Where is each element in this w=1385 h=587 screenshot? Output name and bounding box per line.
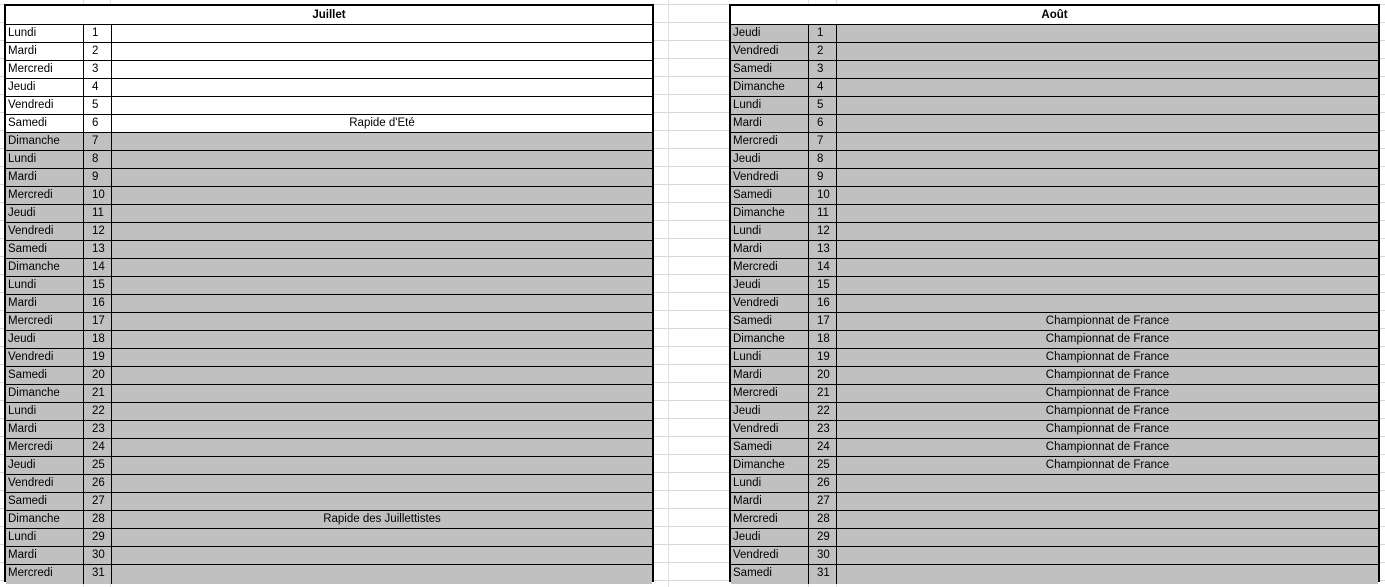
- day-row: [6, 97, 652, 115]
- day-number-cell[interactable]: 17: [809, 313, 837, 330]
- event-cell[interactable]: [837, 241, 1378, 258]
- day-row: [731, 223, 1378, 241]
- day-name-cell[interactable]: Jeudi: [6, 331, 84, 348]
- day-number-cell[interactable]: 27: [809, 493, 837, 510]
- event-cell[interactable]: [112, 403, 652, 420]
- day-name-cell[interactable]: Samedi: [731, 61, 809, 78]
- day-number-cell[interactable]: 10: [84, 187, 112, 204]
- event-cell[interactable]: [837, 277, 1378, 294]
- event-cell[interactable]: [837, 187, 1378, 204]
- day-row: [731, 187, 1378, 205]
- day-row: [6, 331, 652, 349]
- day-row: [6, 457, 652, 475]
- day-row: [6, 313, 652, 331]
- event-cell[interactable]: Championnat de France: [1045, 441, 1170, 453]
- day-row: [6, 547, 652, 565]
- event-cell[interactable]: [112, 385, 652, 402]
- day-name-cell[interactable]: Vendredi: [6, 223, 84, 240]
- day-name-cell[interactable]: Lundi: [6, 529, 84, 546]
- day-row: [731, 259, 1378, 277]
- day-row: [731, 241, 1378, 259]
- day-name-cell[interactable]: Lundi: [6, 25, 84, 42]
- day-row: [6, 565, 652, 584]
- day-number-cell[interactable]: 14: [84, 259, 112, 276]
- day-name-cell[interactable]: Samedi: [6, 367, 84, 384]
- day-row: [731, 421, 1378, 439]
- day-number-cell[interactable]: 20: [809, 367, 837, 384]
- event-cell[interactable]: [112, 151, 652, 168]
- day-name-cell[interactable]: Samedi: [6, 241, 84, 258]
- event-cell[interactable]: [112, 277, 652, 294]
- day-name-cell[interactable]: Jeudi: [731, 403, 809, 420]
- day-name-cell[interactable]: Samedi: [731, 439, 809, 456]
- day-number-cell[interactable]: 26: [84, 475, 112, 492]
- day-name-cell[interactable]: Vendredi: [6, 349, 84, 366]
- event-cell[interactable]: [837, 43, 1378, 60]
- day-row: [731, 79, 1378, 97]
- event-cell[interactable]: Championnat de France: [1045, 423, 1170, 435]
- day-row: [731, 25, 1378, 43]
- day-number-cell[interactable]: 28: [84, 511, 112, 528]
- day-number-cell[interactable]: 25: [809, 457, 837, 474]
- event-cell[interactable]: [837, 529, 1378, 546]
- day-number-cell[interactable]: 19: [84, 349, 112, 366]
- day-name-cell[interactable]: Dimanche: [6, 511, 84, 528]
- day-row: [731, 385, 1378, 403]
- day-row: [731, 493, 1378, 511]
- event-cell[interactable]: [112, 313, 652, 330]
- day-row: [6, 439, 652, 457]
- day-row: [6, 79, 652, 97]
- event-cell[interactable]: [837, 475, 1378, 492]
- event-cell[interactable]: [112, 259, 652, 276]
- day-name-cell[interactable]: Lundi: [6, 151, 84, 168]
- day-name-cell[interactable]: Mercredi: [6, 439, 84, 456]
- event-cell[interactable]: Rapide des Juillettistes: [323, 513, 441, 525]
- event-cell[interactable]: Rapide d'Eté: [349, 117, 415, 129]
- day-name-cell[interactable]: Mercredi: [6, 187, 84, 204]
- day-name-cell[interactable]: Lundi: [6, 403, 84, 420]
- day-name-cell[interactable]: Lundi: [731, 223, 809, 240]
- day-number-cell[interactable]: 21: [84, 385, 112, 402]
- day-number-cell[interactable]: 3: [84, 61, 112, 78]
- day-row: [6, 259, 652, 277]
- day-number-cell[interactable]: 31: [809, 565, 837, 584]
- day-name-cell[interactable]: Mercredi: [731, 133, 809, 150]
- day-row: [731, 403, 1378, 421]
- event-cell[interactable]: [837, 115, 1378, 132]
- day-row: [6, 475, 652, 493]
- event-cell[interactable]: [112, 205, 652, 222]
- day-name-cell[interactable]: Dimanche: [6, 133, 84, 150]
- day-name-cell[interactable]: Vendredi: [731, 295, 809, 312]
- day-number-cell[interactable]: 18: [84, 331, 112, 348]
- day-row: [6, 115, 652, 133]
- event-cell[interactable]: [112, 133, 652, 150]
- day-number-cell[interactable]: 12: [84, 223, 112, 240]
- day-number-cell[interactable]: 30: [84, 547, 112, 564]
- day-name-cell[interactable]: Jeudi: [731, 151, 809, 168]
- day-name-cell[interactable]: Lundi: [731, 475, 809, 492]
- day-row: [6, 295, 652, 313]
- day-name-cell[interactable]: Mardi: [6, 295, 84, 312]
- day-number-cell[interactable]: 30: [809, 547, 837, 564]
- day-name-cell[interactable]: Mardi: [6, 421, 84, 438]
- day-name-cell[interactable]: Vendredi: [731, 421, 809, 438]
- calendar-juillet: [4, 4, 654, 582]
- day-number-cell[interactable]: 12: [809, 223, 837, 240]
- day-row: [731, 331, 1378, 349]
- event-cell[interactable]: [837, 151, 1378, 168]
- day-name-cell[interactable]: Dimanche: [731, 457, 809, 474]
- day-row: [6, 241, 652, 259]
- event-cell[interactable]: Championnat de France: [1045, 459, 1170, 471]
- event-cell[interactable]: [837, 295, 1378, 312]
- day-row: [6, 493, 652, 511]
- day-number-cell[interactable]: 23: [84, 421, 112, 438]
- day-name-cell[interactable]: Vendredi: [6, 97, 84, 114]
- day-number-cell[interactable]: 24: [809, 439, 837, 456]
- day-row: [731, 475, 1378, 493]
- day-number-cell[interactable]: 1: [84, 25, 112, 42]
- event-cell[interactable]: Championnat de France: [1045, 351, 1170, 363]
- day-row: [731, 169, 1378, 187]
- day-number-cell[interactable]: 5: [84, 97, 112, 114]
- day-number-cell[interactable]: 26: [809, 475, 837, 492]
- day-name-cell[interactable]: Vendredi: [731, 547, 809, 564]
- event-cell[interactable]: [112, 223, 652, 240]
- day-row: [6, 133, 652, 151]
- day-number-cell[interactable]: 11: [809, 205, 837, 222]
- event-cell[interactable]: [837, 97, 1378, 114]
- day-row: [6, 223, 652, 241]
- day-name-cell[interactable]: Dimanche: [731, 79, 809, 96]
- event-cell[interactable]: [112, 331, 652, 348]
- day-name-cell[interactable]: Lundi: [731, 97, 809, 114]
- event-cell[interactable]: [112, 295, 652, 312]
- day-number-cell[interactable]: 25: [84, 457, 112, 474]
- day-row: [731, 43, 1378, 61]
- day-name-cell[interactable]: Mercredi: [731, 511, 809, 528]
- day-row: [731, 511, 1378, 529]
- day-number-cell[interactable]: 15: [84, 277, 112, 294]
- event-cell[interactable]: [837, 205, 1378, 222]
- event-cell[interactable]: [837, 511, 1378, 528]
- event-cell[interactable]: [112, 565, 652, 584]
- day-row: [6, 403, 652, 421]
- event-cell[interactable]: [112, 25, 652, 42]
- day-row: [6, 169, 652, 187]
- event-cell[interactable]: [112, 43, 652, 60]
- day-name-cell[interactable]: Mardi: [731, 493, 809, 510]
- day-number-cell[interactable]: 1: [809, 25, 837, 42]
- day-row: [731, 295, 1378, 313]
- day-row: [6, 205, 652, 223]
- day-name-cell[interactable]: Mercredi: [6, 313, 84, 330]
- event-cell[interactable]: [837, 493, 1378, 510]
- event-cell[interactable]: [112, 547, 652, 564]
- day-row: [6, 61, 652, 79]
- day-number-cell[interactable]: 22: [84, 403, 112, 420]
- day-name-cell[interactable]: Dimanche: [731, 331, 809, 348]
- day-number-cell[interactable]: 16: [84, 295, 112, 312]
- day-name-cell[interactable]: Mardi: [731, 367, 809, 384]
- day-number-cell[interactable]: 8: [809, 151, 837, 168]
- calendar-aout: [729, 4, 1380, 582]
- day-number-cell[interactable]: 5: [809, 97, 837, 114]
- day-row: [6, 421, 652, 439]
- day-row: [6, 151, 652, 169]
- day-row: [731, 61, 1378, 79]
- day-number-cell[interactable]: 21: [809, 385, 837, 402]
- day-name-cell[interactable]: Samedi: [6, 493, 84, 510]
- day-number-cell[interactable]: 16: [809, 295, 837, 312]
- month-header-juillet[interactable]: Juillet: [6, 6, 652, 25]
- day-number-cell[interactable]: 9: [809, 169, 837, 186]
- event-cell[interactable]: [112, 367, 652, 384]
- event-cell[interactable]: [112, 79, 652, 96]
- day-name-cell[interactable]: Samedi: [731, 187, 809, 204]
- day-row: [731, 547, 1378, 565]
- day-row: [731, 565, 1378, 584]
- day-number-cell[interactable]: 7: [809, 133, 837, 150]
- day-number-cell[interactable]: 24: [84, 439, 112, 456]
- day-number-cell[interactable]: 7: [84, 133, 112, 150]
- event-cell[interactable]: [112, 439, 652, 456]
- event-cell[interactable]: [112, 61, 652, 78]
- day-number-cell[interactable]: 11: [84, 205, 112, 222]
- day-row: [731, 439, 1378, 457]
- event-cell[interactable]: [112, 493, 652, 510]
- day-name-cell[interactable]: Jeudi: [731, 277, 809, 294]
- day-number-cell[interactable]: 4: [84, 79, 112, 96]
- day-name-cell[interactable]: Samedi: [6, 115, 84, 132]
- day-name-cell[interactable]: Jeudi: [6, 79, 84, 96]
- day-name-cell[interactable]: Mardi: [731, 115, 809, 132]
- day-name-cell[interactable]: Lundi: [731, 349, 809, 366]
- day-name-cell[interactable]: Mardi: [6, 43, 84, 60]
- event-cell[interactable]: [112, 349, 652, 366]
- day-number-cell[interactable]: 6: [809, 115, 837, 132]
- day-name-cell[interactable]: Jeudi: [6, 205, 84, 222]
- day-row: [731, 457, 1378, 475]
- event-cell[interactable]: [112, 241, 652, 258]
- day-row: [6, 367, 652, 385]
- day-number-cell[interactable]: 27: [84, 493, 112, 510]
- day-row: [6, 277, 652, 295]
- day-number-cell[interactable]: 28: [809, 511, 837, 528]
- event-cell[interactable]: Championnat de France: [1045, 387, 1170, 399]
- event-cell[interactable]: [112, 169, 652, 186]
- event-cell[interactable]: [112, 187, 652, 204]
- day-row: [731, 205, 1378, 223]
- day-row: [731, 349, 1378, 367]
- day-name-cell[interactable]: Mercredi: [6, 565, 84, 584]
- sheet-gridline: [668, 0, 669, 587]
- day-row: [731, 313, 1378, 331]
- event-cell[interactable]: [837, 169, 1378, 186]
- day-number-cell[interactable]: 2: [84, 43, 112, 60]
- day-number-cell[interactable]: 20: [84, 367, 112, 384]
- day-name-cell[interactable]: Jeudi: [6, 457, 84, 474]
- day-number-cell[interactable]: 3: [809, 61, 837, 78]
- day-name-cell[interactable]: Jeudi: [731, 25, 809, 42]
- event-cell[interactable]: [112, 475, 652, 492]
- event-cell[interactable]: [837, 223, 1378, 240]
- day-number-cell[interactable]: 6: [84, 115, 112, 132]
- day-number-cell[interactable]: 18: [809, 331, 837, 348]
- day-number-cell[interactable]: 29: [84, 529, 112, 546]
- day-number-cell[interactable]: 4: [809, 79, 837, 96]
- day-name-cell[interactable]: Vendredi: [731, 43, 809, 60]
- day-number-cell[interactable]: 13: [84, 241, 112, 258]
- day-name-cell[interactable]: Samedi: [731, 565, 809, 584]
- day-name-cell[interactable]: Jeudi: [731, 529, 809, 546]
- day-row: [6, 349, 652, 367]
- day-row: [731, 115, 1378, 133]
- event-cell[interactable]: Championnat de France: [1045, 315, 1170, 327]
- day-row: [731, 97, 1378, 115]
- day-row: [6, 43, 652, 61]
- day-number-cell[interactable]: 14: [809, 259, 837, 276]
- event-cell[interactable]: [112, 529, 652, 546]
- day-name-cell[interactable]: Vendredi: [731, 169, 809, 186]
- event-cell[interactable]: [837, 79, 1378, 96]
- day-name-cell[interactable]: Mercredi: [731, 259, 809, 276]
- day-row: [731, 367, 1378, 385]
- day-number-cell[interactable]: 9: [84, 169, 112, 186]
- event-cell[interactable]: [112, 457, 652, 474]
- day-number-cell[interactable]: 15: [809, 277, 837, 294]
- day-name-cell[interactable]: Samedi: [731, 313, 809, 330]
- rows-aout: [731, 25, 1378, 584]
- day-number-cell[interactable]: 10: [809, 187, 837, 204]
- day-number-cell[interactable]: 23: [809, 421, 837, 438]
- day-number-cell[interactable]: 22: [809, 403, 837, 420]
- event-cell[interactable]: Championnat de France: [1045, 369, 1170, 381]
- event-cell[interactable]: [837, 133, 1378, 150]
- day-name-cell[interactable]: Vendredi: [6, 475, 84, 492]
- event-cell[interactable]: [837, 25, 1378, 42]
- day-number-cell[interactable]: 13: [809, 241, 837, 258]
- day-name-cell[interactable]: Dimanche: [731, 205, 809, 222]
- event-cell[interactable]: [837, 61, 1378, 78]
- day-row: [731, 529, 1378, 547]
- day-name-cell[interactable]: Mardi: [731, 241, 809, 258]
- rows-juillet: [6, 25, 652, 584]
- day-number-cell[interactable]: 19: [809, 349, 837, 366]
- day-row: [6, 511, 652, 529]
- day-number-cell[interactable]: 29: [809, 529, 837, 546]
- day-row: [6, 385, 652, 403]
- day-name-cell[interactable]: Dimanche: [6, 385, 84, 402]
- day-name-cell[interactable]: Dimanche: [6, 259, 84, 276]
- event-cell[interactable]: [837, 565, 1378, 584]
- event-cell[interactable]: [837, 547, 1378, 564]
- day-number-cell[interactable]: 17: [84, 313, 112, 330]
- event-cell[interactable]: Championnat de France: [1045, 405, 1170, 417]
- day-row: [6, 529, 652, 547]
- month-header-aout[interactable]: Août: [731, 6, 1378, 25]
- day-name-cell[interactable]: Mardi: [6, 169, 84, 186]
- day-name-cell[interactable]: Mercredi: [731, 385, 809, 402]
- day-name-cell[interactable]: Mercredi: [6, 61, 84, 78]
- event-cell[interactable]: [112, 97, 652, 114]
- day-row: [731, 277, 1378, 295]
- day-row: [6, 187, 652, 205]
- day-name-cell[interactable]: Mardi: [6, 547, 84, 564]
- day-row: [6, 25, 652, 43]
- day-number-cell[interactable]: 31: [84, 565, 112, 584]
- day-row: [731, 133, 1378, 151]
- event-cell[interactable]: Championnat de France: [1045, 333, 1170, 345]
- event-cell[interactable]: [837, 259, 1378, 276]
- day-row: [731, 151, 1378, 169]
- day-number-cell[interactable]: 8: [84, 151, 112, 168]
- day-number-cell[interactable]: 2: [809, 43, 837, 60]
- day-name-cell[interactable]: Lundi: [6, 277, 84, 294]
- event-cell[interactable]: [112, 421, 652, 438]
